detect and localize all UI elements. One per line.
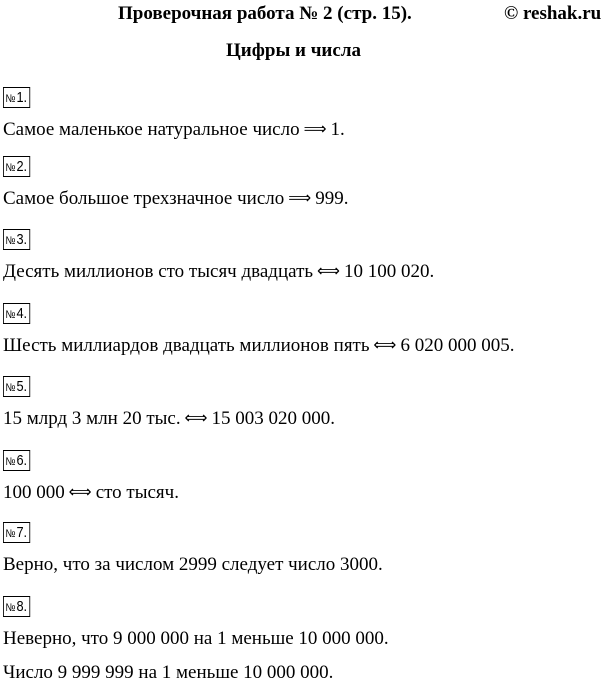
task-answer: Верно, что за числом 2999 следует число 3000. bbox=[3, 554, 383, 575]
task-1 bbox=[3, 87, 603, 156]
task-8 bbox=[3, 596, 603, 665]
task-5 bbox=[3, 376, 603, 445]
equivalence-arrow-icon: ⟺ bbox=[317, 261, 340, 280]
implies-arrow-icon: ⟹ bbox=[288, 188, 312, 207]
task-3 bbox=[3, 229, 603, 298]
task-answer: Десять миллионов сто тысяч двадцать ⟺ 10 100 020. bbox=[3, 261, 435, 282]
task-number-label: №7. bbox=[3, 522, 30, 543]
page-header bbox=[0, 3, 610, 27]
equivalence-arrow-icon: ⟺ bbox=[373, 335, 397, 354]
task-answer: Шесть миллиардов двадцать миллионов пять ⟺ 6 020 000 005. bbox=[3, 335, 515, 356]
task-number-label: №5. bbox=[3, 376, 30, 397]
task-4 bbox=[3, 303, 603, 372]
task-7 bbox=[3, 522, 603, 591]
task-answer: Неверно, что 9 000 000 на 1 меньше 10 000 000. bbox=[3, 628, 389, 649]
task-number-label: №1. bbox=[3, 87, 30, 108]
task-answer: 100 000 ⟺ сто тысяч. bbox=[3, 482, 179, 503]
equivalence-arrow-icon: ⟺ bbox=[68, 482, 92, 501]
task-answer: Самое большое трехзначное число ⟹ 999. bbox=[3, 188, 349, 209]
equivalence-arrow-icon: ⟺ bbox=[184, 408, 208, 427]
page-title: Проверочная работа № 2 (стр. 15). bbox=[118, 3, 412, 24]
task-number-label: №8. bbox=[3, 596, 30, 617]
implies-arrow-icon: ⟹ bbox=[303, 119, 327, 138]
task-number-label: №3. bbox=[3, 229, 30, 250]
task-8-conclusion: Число 9 999 999 на 1 меньше 10 000 000. bbox=[3, 662, 334, 683]
task-number-label: №4. bbox=[3, 303, 30, 324]
task-answer: Самое маленькое натуральное число ⟹ 1. bbox=[3, 119, 345, 140]
task-2 bbox=[3, 156, 603, 225]
task-number-label: №2. bbox=[3, 156, 30, 177]
task-6 bbox=[3, 450, 603, 519]
section-title: Цифры и числа bbox=[226, 40, 361, 61]
task-number-label: №6. bbox=[3, 450, 30, 471]
source-credit: © reshak.ru bbox=[504, 3, 602, 24]
task-answer: 15 млрд 3 млн 20 тыс. ⟺ 15 003 020 000. bbox=[3, 408, 336, 429]
